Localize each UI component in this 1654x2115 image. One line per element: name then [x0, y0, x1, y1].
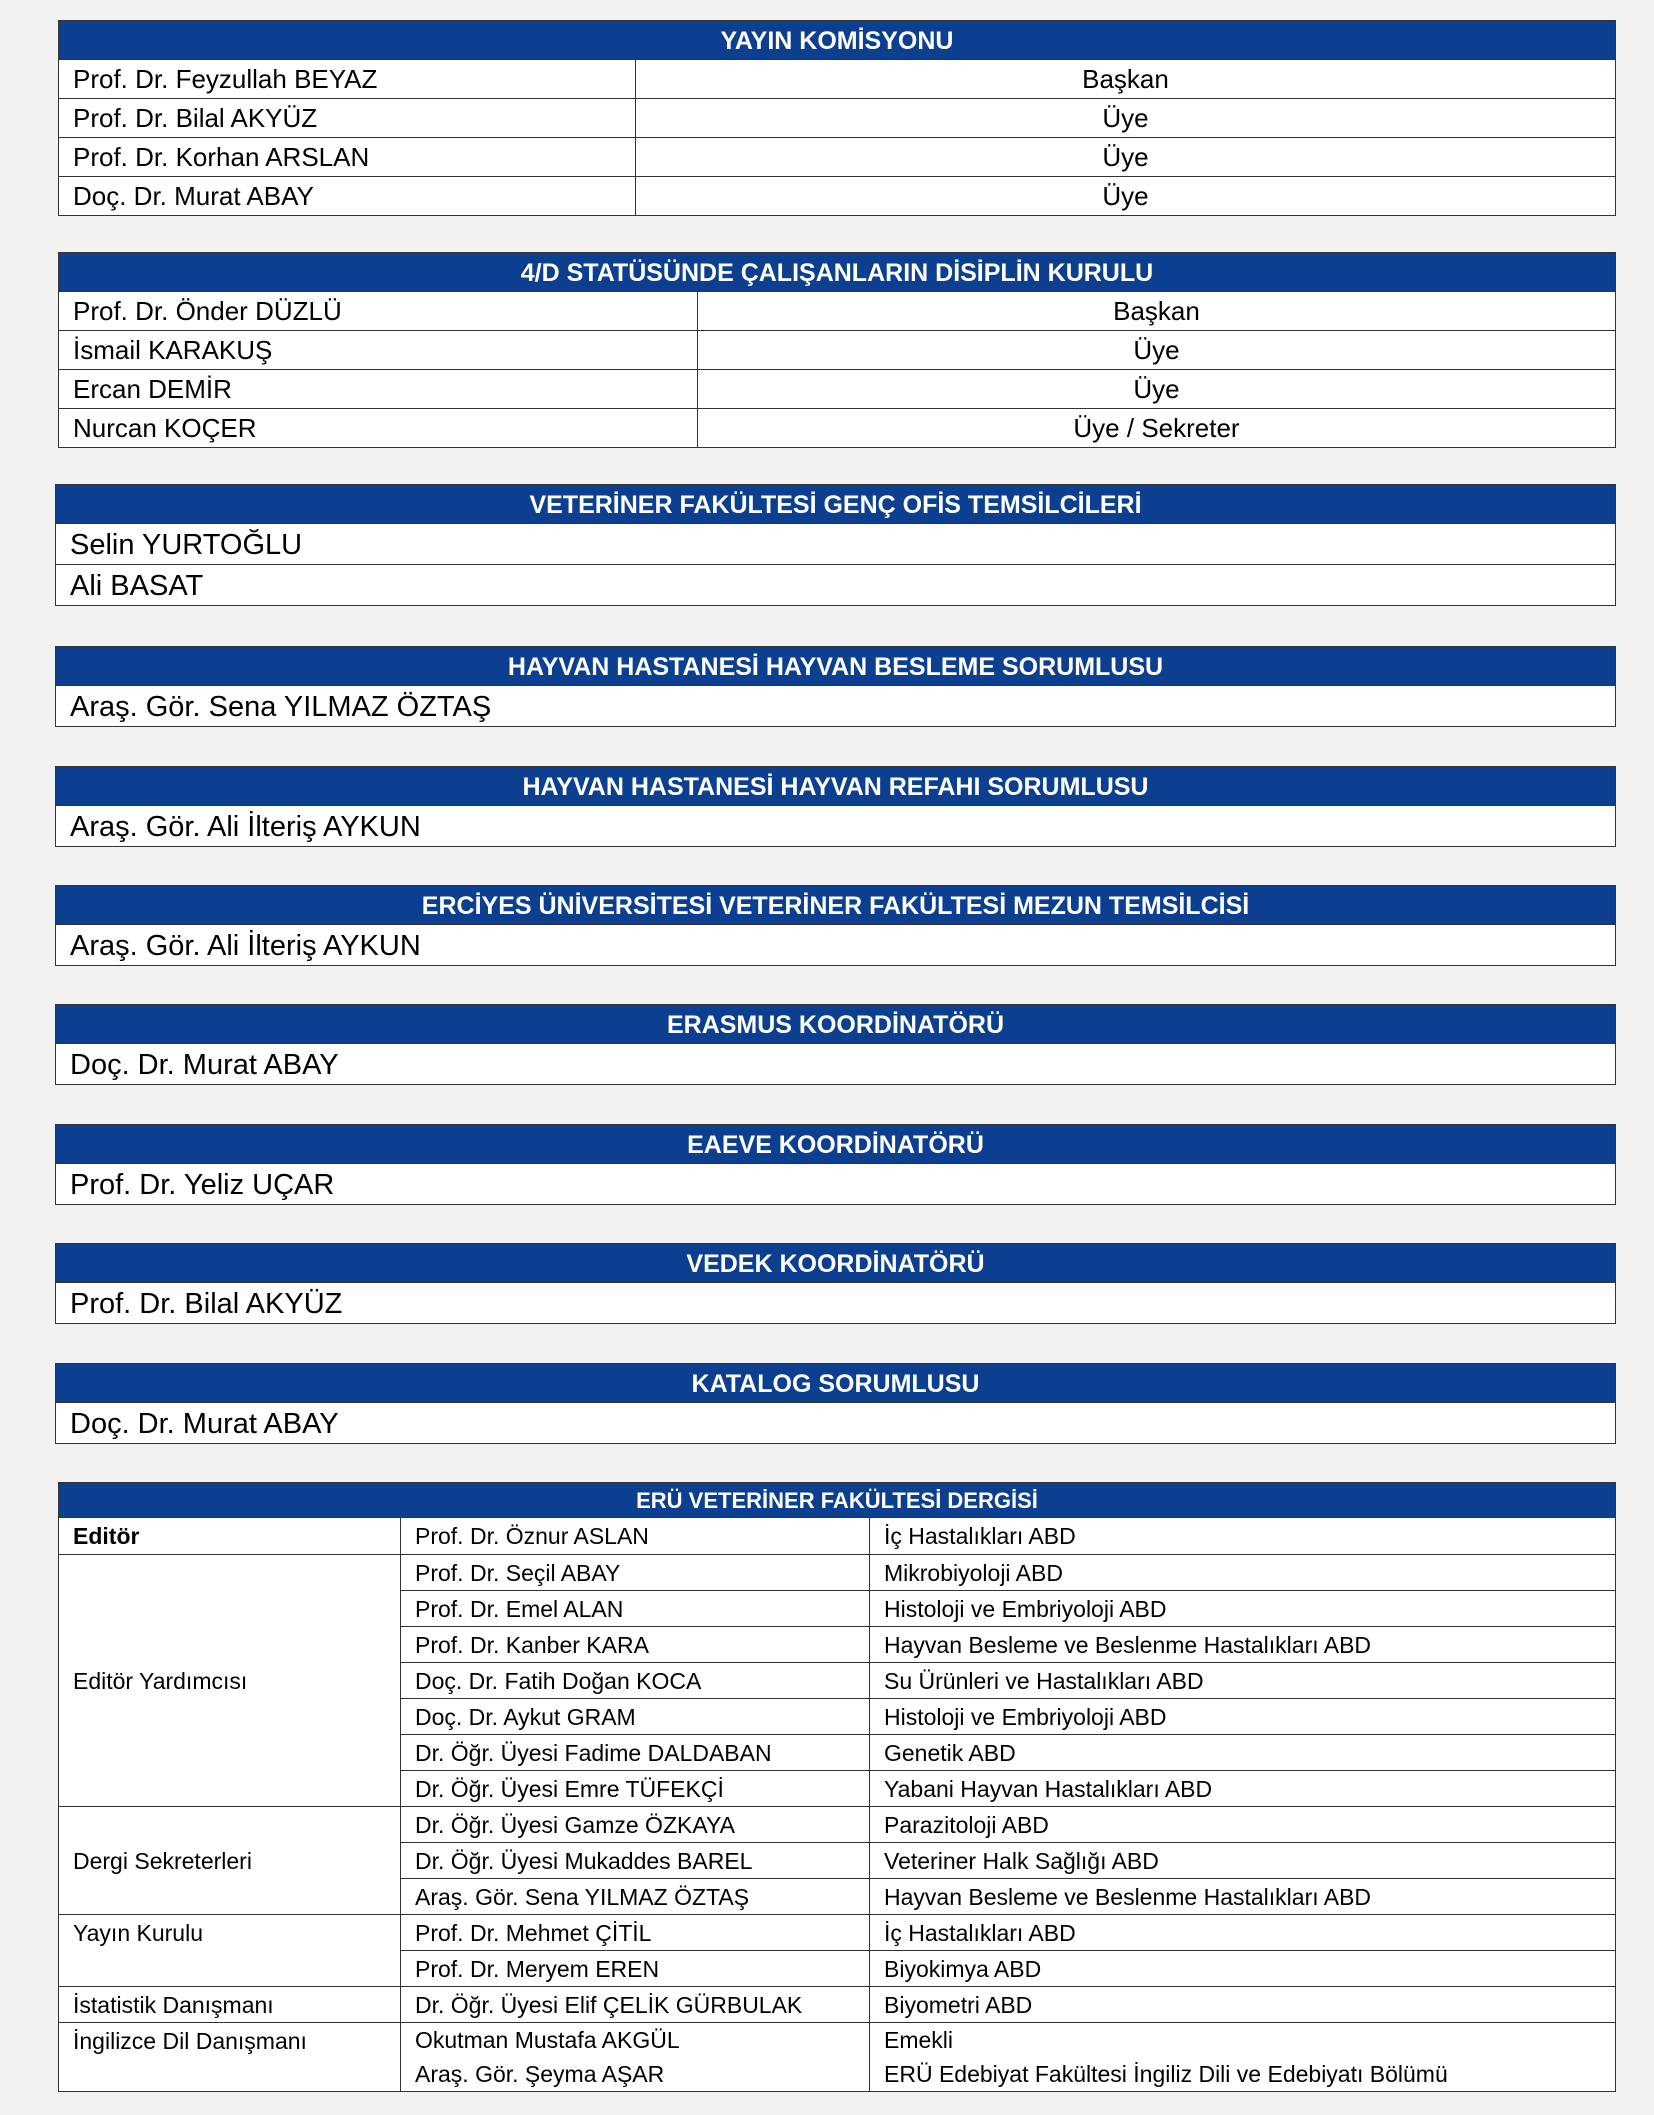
table-row: [59, 369, 1615, 408]
section-title: KATALOG SORUMLUSU: [56, 1364, 1615, 1403]
member-role: Üye / Sekreter: [1073, 413, 1240, 443]
member-dept: Emekli: [884, 2027, 954, 2053]
section-title: ERASMUS KOORDİNATÖRÜ: [56, 1005, 1615, 1044]
table-row: [59, 176, 1615, 215]
besleme-sorumlusu-table: [55, 646, 1616, 727]
dergi-table: [58, 1482, 1616, 2092]
table-row: Ali BASAT: [56, 564, 1615, 605]
member-role: Üye: [1102, 142, 1149, 172]
refah-sorumlusu-table: [55, 766, 1616, 847]
member-name: Dr. Öğr. Üyesi Gamze ÖZKAYA: [401, 1806, 870, 1842]
role-label: [59, 1806, 401, 1914]
table-row: Doç. Dr. Murat ABAY: [70, 1408, 339, 1440]
member-role: Üye: [1102, 181, 1149, 211]
katalog-sorumlusu-table: [55, 1363, 1616, 1444]
member-dept: ERÜ Edebiyat Fakültesi İngiliz Dili ve Edebiyatı Bölümü: [884, 2061, 1448, 2087]
member-name: Prof. Dr. Meryem EREN: [401, 1950, 870, 1986]
section-title: YAYIN KOMİSYONU: [59, 21, 1615, 60]
member-name: Dr. Öğr. Üyesi Emre TÜFEKÇİ: [401, 1770, 870, 1806]
section-title: ERÜ VETERİNER FAKÜLTESİ DERGİSİ: [59, 1483, 1615, 1518]
member-dept: Veteriner Halk Sağlığı ABD: [870, 1842, 1615, 1878]
table-row: [59, 98, 1615, 137]
table-row: [59, 408, 1615, 447]
section-title: 4/D STATÜSÜNDE ÇALIŞANLARIN DİSİPLİN KURULU: [59, 253, 1615, 292]
member-dept: Hayvan Besleme ve Beslenme Hastalıkları ABD: [870, 1878, 1615, 1914]
mezun-temsilcisi-table: [55, 885, 1616, 966]
member-cell: [870, 2022, 1615, 2091]
member-dept: Biyometri ABD: [870, 1986, 1615, 2022]
table-row: Prof. Dr. Bilal AKYÜZ: [70, 1288, 343, 1320]
section-title: ERCİYES ÜNİVERSİTESİ VETERİNER FAKÜLTESİ MEZUN TEMSİLCİSİ: [56, 886, 1615, 925]
section-title: HAYVAN HASTANESİ HAYVAN BESLEME SORUMLUSU: [56, 647, 1615, 686]
member-name: Prof. Dr. Emel ALAN: [401, 1590, 870, 1626]
member-role: Başkan: [1113, 296, 1200, 326]
member-cell: [401, 2022, 870, 2091]
erasmus-koordinatoru-table: [55, 1004, 1616, 1085]
role-label: [59, 2022, 401, 2091]
member-dept: Mikrobiyoloji ABD: [870, 1554, 1615, 1590]
role-label: [59, 1554, 401, 1806]
member-name: Dr. Öğr. Üyesi Fadime DALDABAN: [401, 1734, 870, 1770]
section-title: HAYVAN HASTANESİ HAYVAN REFAHI SORUMLUSU: [56, 767, 1615, 806]
member-role: Başkan: [1082, 64, 1169, 94]
member-dept: Hayvan Besleme ve Beslenme Hastalıkları ABD: [870, 1626, 1615, 1662]
member-name: Araş. Gör. Sena YILMAZ ÖZTAŞ: [401, 1878, 870, 1914]
member-name: Prof. Dr. Önder DÜZLÜ: [59, 292, 698, 330]
member-name: Doç. Dr. Fatih Doğan KOCA: [401, 1662, 870, 1698]
table-row: [59, 60, 1615, 98]
member-dept: Genetik ABD: [870, 1734, 1615, 1770]
role-text: İngilizce Dil Danışmanı: [73, 2028, 307, 2054]
member-dept: Histoloji ve Embriyoloji ABD: [870, 1590, 1615, 1626]
member-name: Prof. Dr. Feyzullah BEYAZ: [59, 60, 636, 98]
member-name: Prof. Dr. Mehmet ÇİTİL: [401, 1914, 870, 1950]
table-row: Doç. Dr. Murat ABAY: [70, 1049, 339, 1081]
table-row: [59, 330, 1615, 369]
section-title: EAEVE KOORDİNATÖRÜ: [56, 1125, 1615, 1164]
table-row: Prof. Dr. Yeliz UÇAR: [70, 1169, 335, 1201]
member-name: Prof. Dr. Bilal AKYÜZ: [59, 99, 636, 137]
member-dept: Biyokimya ABD: [870, 1950, 1615, 1986]
table-row: Araş. Gör. Ali İlteriş AYKUN: [70, 930, 421, 962]
yayin-komisyonu-table: [58, 20, 1616, 216]
role-text: Editör Yardımcısı: [73, 1667, 248, 1694]
table-row: Selin YURTOĞLU: [70, 529, 303, 561]
member-role: Üye: [1133, 374, 1180, 404]
member-name: Prof. Dr. Kanber KARA: [401, 1626, 870, 1662]
member-dept: İç Hastalıkları ABD: [870, 1914, 1615, 1950]
member-dept: Su Ürünleri ve Hastalıkları ABD: [870, 1662, 1615, 1698]
table-row: Araş. Gör. Ali İlteriş AYKUN: [70, 811, 421, 843]
member-name: Prof. Dr. Öznur ASLAN: [401, 1518, 870, 1554]
member-dept: İç Hastalıkları ABD: [884, 1523, 1076, 1549]
vedek-koordinatoru-table: [55, 1243, 1616, 1324]
role-label: İstatistik Danışmanı: [59, 1986, 401, 2022]
section-title: VETERİNER FAKÜLTESİ GENÇ OFİS TEMSİLCİLERİ: [56, 485, 1615, 524]
role-text: Yayın Kurulu: [73, 1920, 203, 1946]
table-row: Araş. Gör. Sena YILMAZ ÖZTAŞ: [70, 691, 492, 723]
section-title: VEDEK KOORDİNATÖRÜ: [56, 1244, 1615, 1283]
member-dept: Parazitoloji ABD: [870, 1806, 1615, 1842]
member-role: Üye: [1102, 103, 1149, 133]
member-name: Araş. Gör. Şeyma AŞAR: [415, 2061, 665, 2087]
member-name: Ercan DEMİR: [59, 370, 698, 408]
member-name: Nurcan KOÇER: [59, 409, 698, 447]
member-dept: Yabani Hayvan Hastalıkları ABD: [870, 1770, 1615, 1806]
member-name: Prof. Dr. Korhan ARSLAN: [59, 138, 636, 176]
eaeve-koordinatoru-table: [55, 1124, 1616, 1205]
role-label: Editör: [59, 1518, 401, 1554]
role-label: [59, 1914, 401, 1986]
member-name: Dr. Öğr. Üyesi Mukaddes BAREL: [401, 1842, 870, 1878]
member-name: Doç. Dr. Aykut GRAM: [401, 1698, 870, 1734]
table-row: [59, 292, 1615, 330]
genc-ofis-table: [55, 484, 1616, 606]
member-dept: Histoloji ve Embriyoloji ABD: [870, 1698, 1615, 1734]
member-name: Okutman Mustafa AKGÜL: [415, 2027, 680, 2053]
member-role: Üye: [1133, 335, 1180, 365]
member-name: Prof. Dr. Seçil ABAY: [401, 1554, 870, 1590]
member-name: Dr. Öğr. Üyesi Elif ÇELİK GÜRBULAK: [401, 1986, 870, 2022]
member-name: Doç. Dr. Murat ABAY: [59, 177, 636, 215]
disiplin-kurulu-table: [58, 252, 1616, 448]
role-text: Dergi Sekreterleri: [73, 1847, 252, 1874]
table-row: [59, 137, 1615, 176]
member-name: İsmail KARAKUŞ: [59, 331, 698, 369]
